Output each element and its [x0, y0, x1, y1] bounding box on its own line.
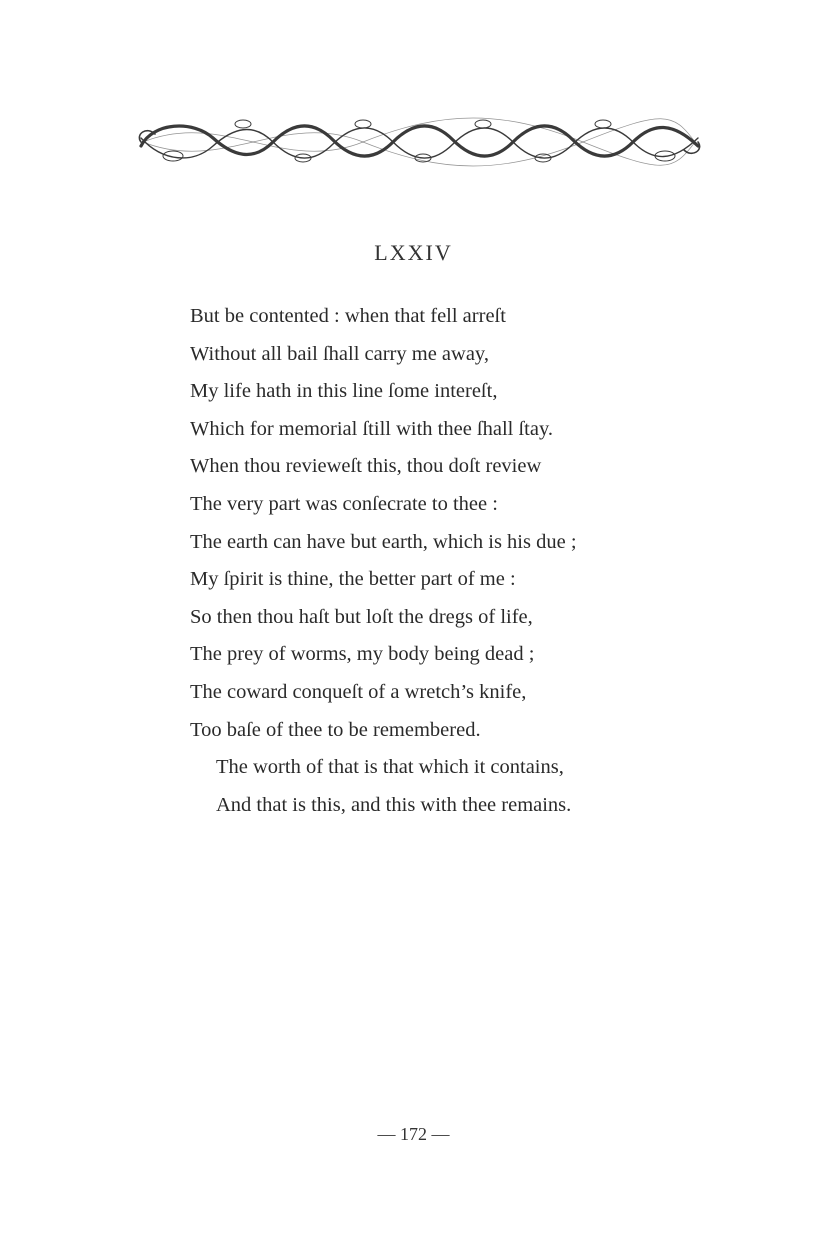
- poem-line: But be contented : when that fell arreſt: [190, 305, 506, 327]
- sonnet-text: [190, 298, 790, 824]
- poem-line: So then thou haſt but loſt the dregs of life,: [190, 605, 533, 628]
- page-number: — 172 —: [377, 1124, 450, 1144]
- poem-line: My life hath in this line ſome intereſt,: [190, 380, 498, 403]
- poem-line: Too baſe of thee to be remembered.: [190, 718, 481, 741]
- poem-line: Which for memorial ſtill with thee ſhall ſtay.: [190, 417, 554, 440]
- poem-line: The very part was conſecrate to thee :: [190, 492, 498, 515]
- poem-line: The earth can have but earth, which is his due ;: [190, 530, 577, 553]
- sonnet-number: LXXIV: [374, 240, 453, 265]
- poem-line: The prey of worms, my body being dead ;: [190, 643, 535, 666]
- poem-line: When thou revieweſt this, thou doſt review: [190, 455, 542, 478]
- poem-line: My ſpirit is thine, the better part of me :: [190, 568, 516, 591]
- couplet-line: The worth of that is that which it contains,: [216, 756, 564, 779]
- calligraphic-flourish-icon: [133, 112, 705, 172]
- poem-line: The coward conqueſt of a wretch’s knife,: [190, 680, 527, 703]
- poem-line: Without all bail ſhall carry me away,: [190, 342, 489, 365]
- couplet-line: And that is this, and this with thee remains.: [216, 793, 572, 816]
